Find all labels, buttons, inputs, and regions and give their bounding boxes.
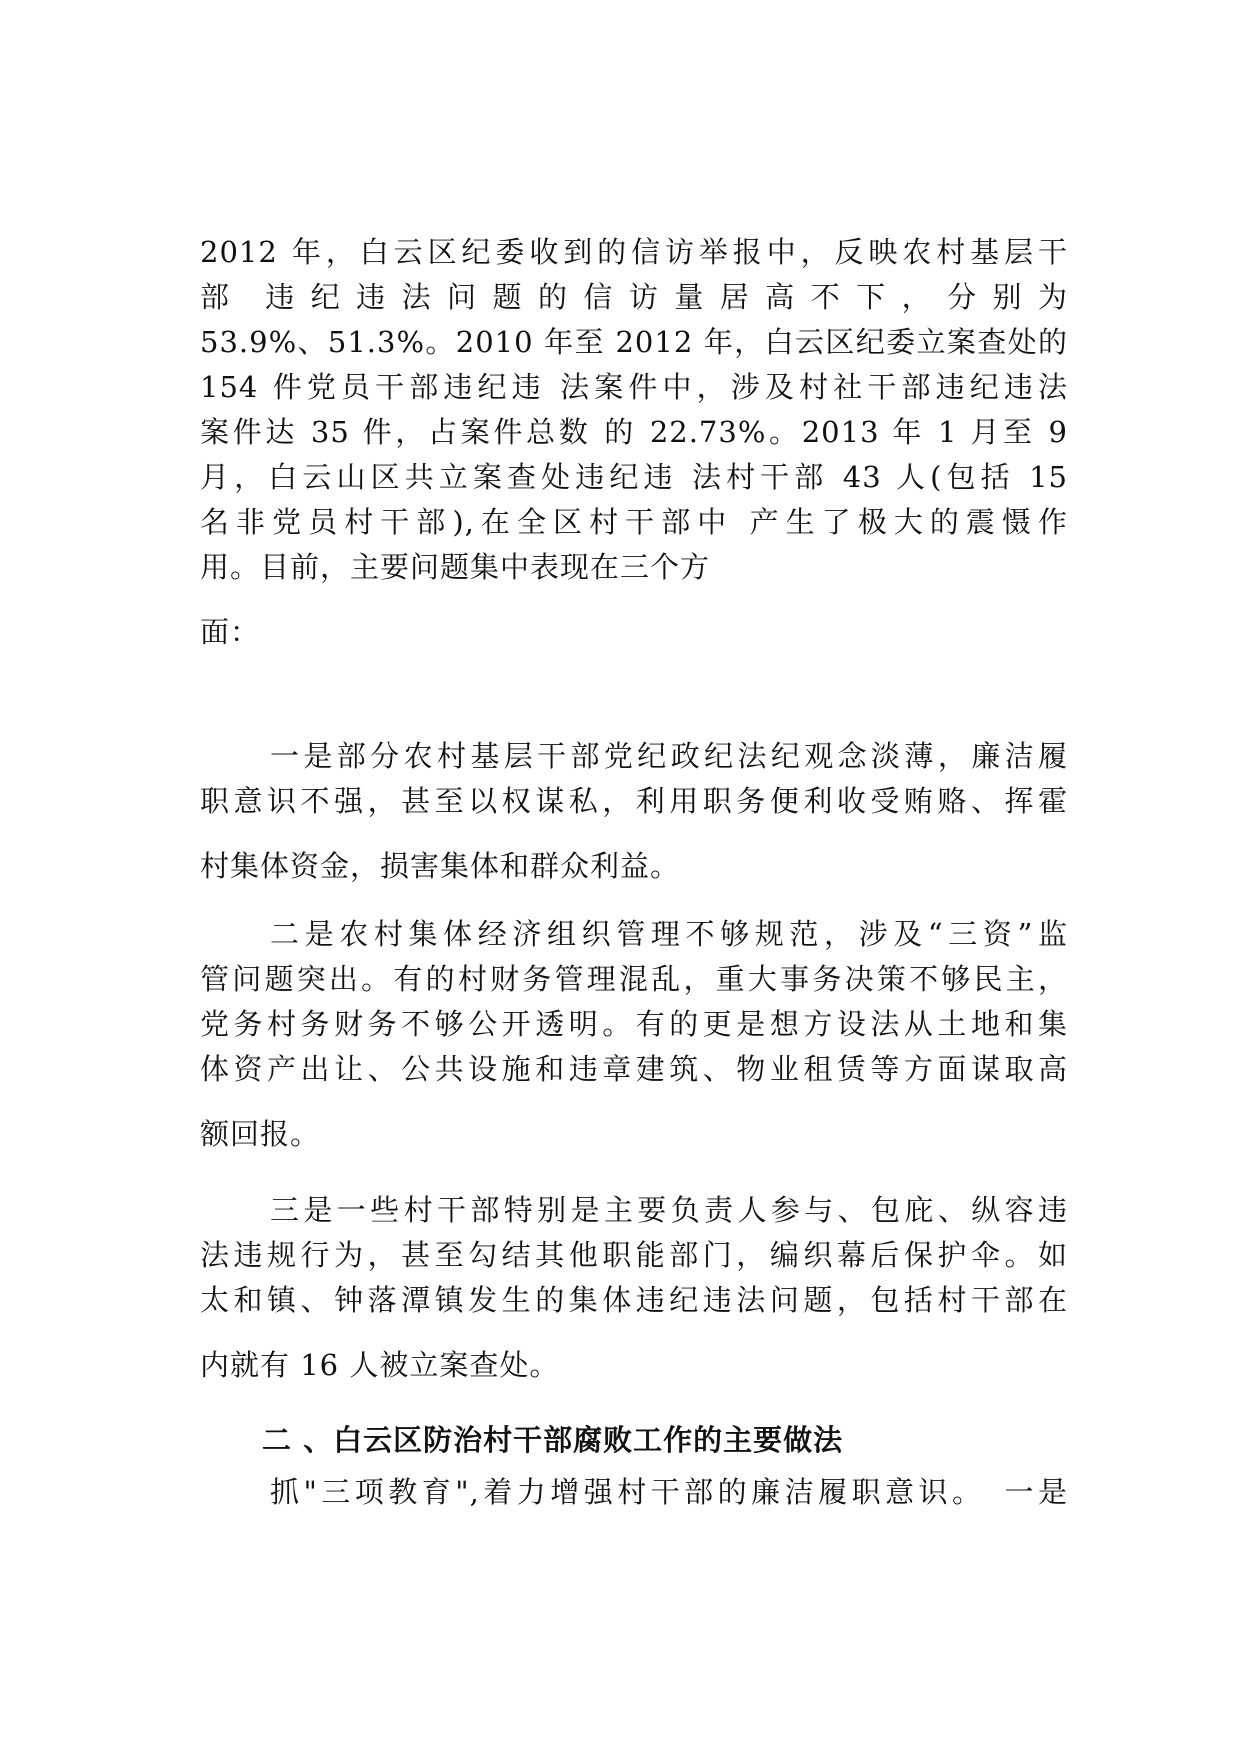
text-line: 53.9%、51.3%。2010 年至 2012 年，白云区纪委立案查处的 — [200, 325, 1068, 359]
point-one-paragraph — [200, 736, 1068, 886]
text-line: 管问题突出。有的村财务管理混乱，重大事务决策不够民主， — [200, 962, 1068, 996]
text-line: 党务村务财务不够公开透明。有的更是想方设法从土地和集 — [200, 1007, 1068, 1041]
closing-paragraph — [200, 1472, 1068, 1512]
text-line: 一是部分农村基层干部党纪政纪法纪观念淡薄，廉洁履 — [270, 739, 1068, 773]
text-line: 体资产出让、公共设施和违章建筑、物业租赁等方面谋取高 — [200, 1052, 1068, 1086]
text-line: 用。目前，主要问题集中表现在三个方 — [200, 550, 711, 584]
text-line: 法违规行为，甚至勾结其他职能部门，编织幕后保护伞。如 — [200, 1238, 1068, 1272]
text-line: 内就有 16 人被立案查处。 — [200, 1348, 560, 1382]
text-line: 月，白云山区共立案查处违纪违 法村干部 43 人(包括 15 — [200, 460, 1068, 494]
text-line: 村集体资金，损害集体和群众利益。 — [200, 849, 681, 883]
text-line: 2012 年，白云区纪委收到的信访举报中，反映农村基层干 — [200, 235, 1068, 269]
point-two-paragraph — [200, 914, 1068, 1154]
point-three-paragraph — [200, 1190, 1068, 1385]
text-line: 三是一些村干部特别是主要负责人参与、包庇、纵容违 — [270, 1193, 1068, 1227]
text-line: 额回报。 — [200, 1117, 321, 1151]
text-line: 二是农村集体经济组织管理不够规范，涉及“三资”监 — [270, 917, 1068, 951]
intro-paragraph — [200, 232, 1068, 652]
text-line: 154 件党员干部违纪违 法案件中，涉及村社干部违纪违法 — [200, 370, 1068, 404]
text-line: 太和镇、钟落潭镇发生的集体违纪违法问题，包括村干部在 — [200, 1283, 1068, 1317]
text-line: 部 违 纪 违 法 问 题 的 信 访 量 居 高 不 下 ， 分 别 为 — [200, 280, 1068, 314]
text-line: 名非党员村干部),在全区村干部中 产生了极大的震慑作 — [200, 505, 1068, 539]
section-heading: 二 、白云区防治村干部腐败工作的主要做法 — [262, 1423, 844, 1457]
text-line: 职意识不强，甚至以权谋私，利用职务便利收受贿赂、挥霍 — [200, 784, 1068, 818]
text-line: 面： — [200, 615, 261, 649]
text-line: 抓"三项教育",着力增强村干部的廉洁履职意识。 一是 — [270, 1475, 1068, 1509]
text-line: 案件达 35 件，占案件总数 的 22.73%。2013 年 1 月至 9 — [200, 415, 1068, 449]
